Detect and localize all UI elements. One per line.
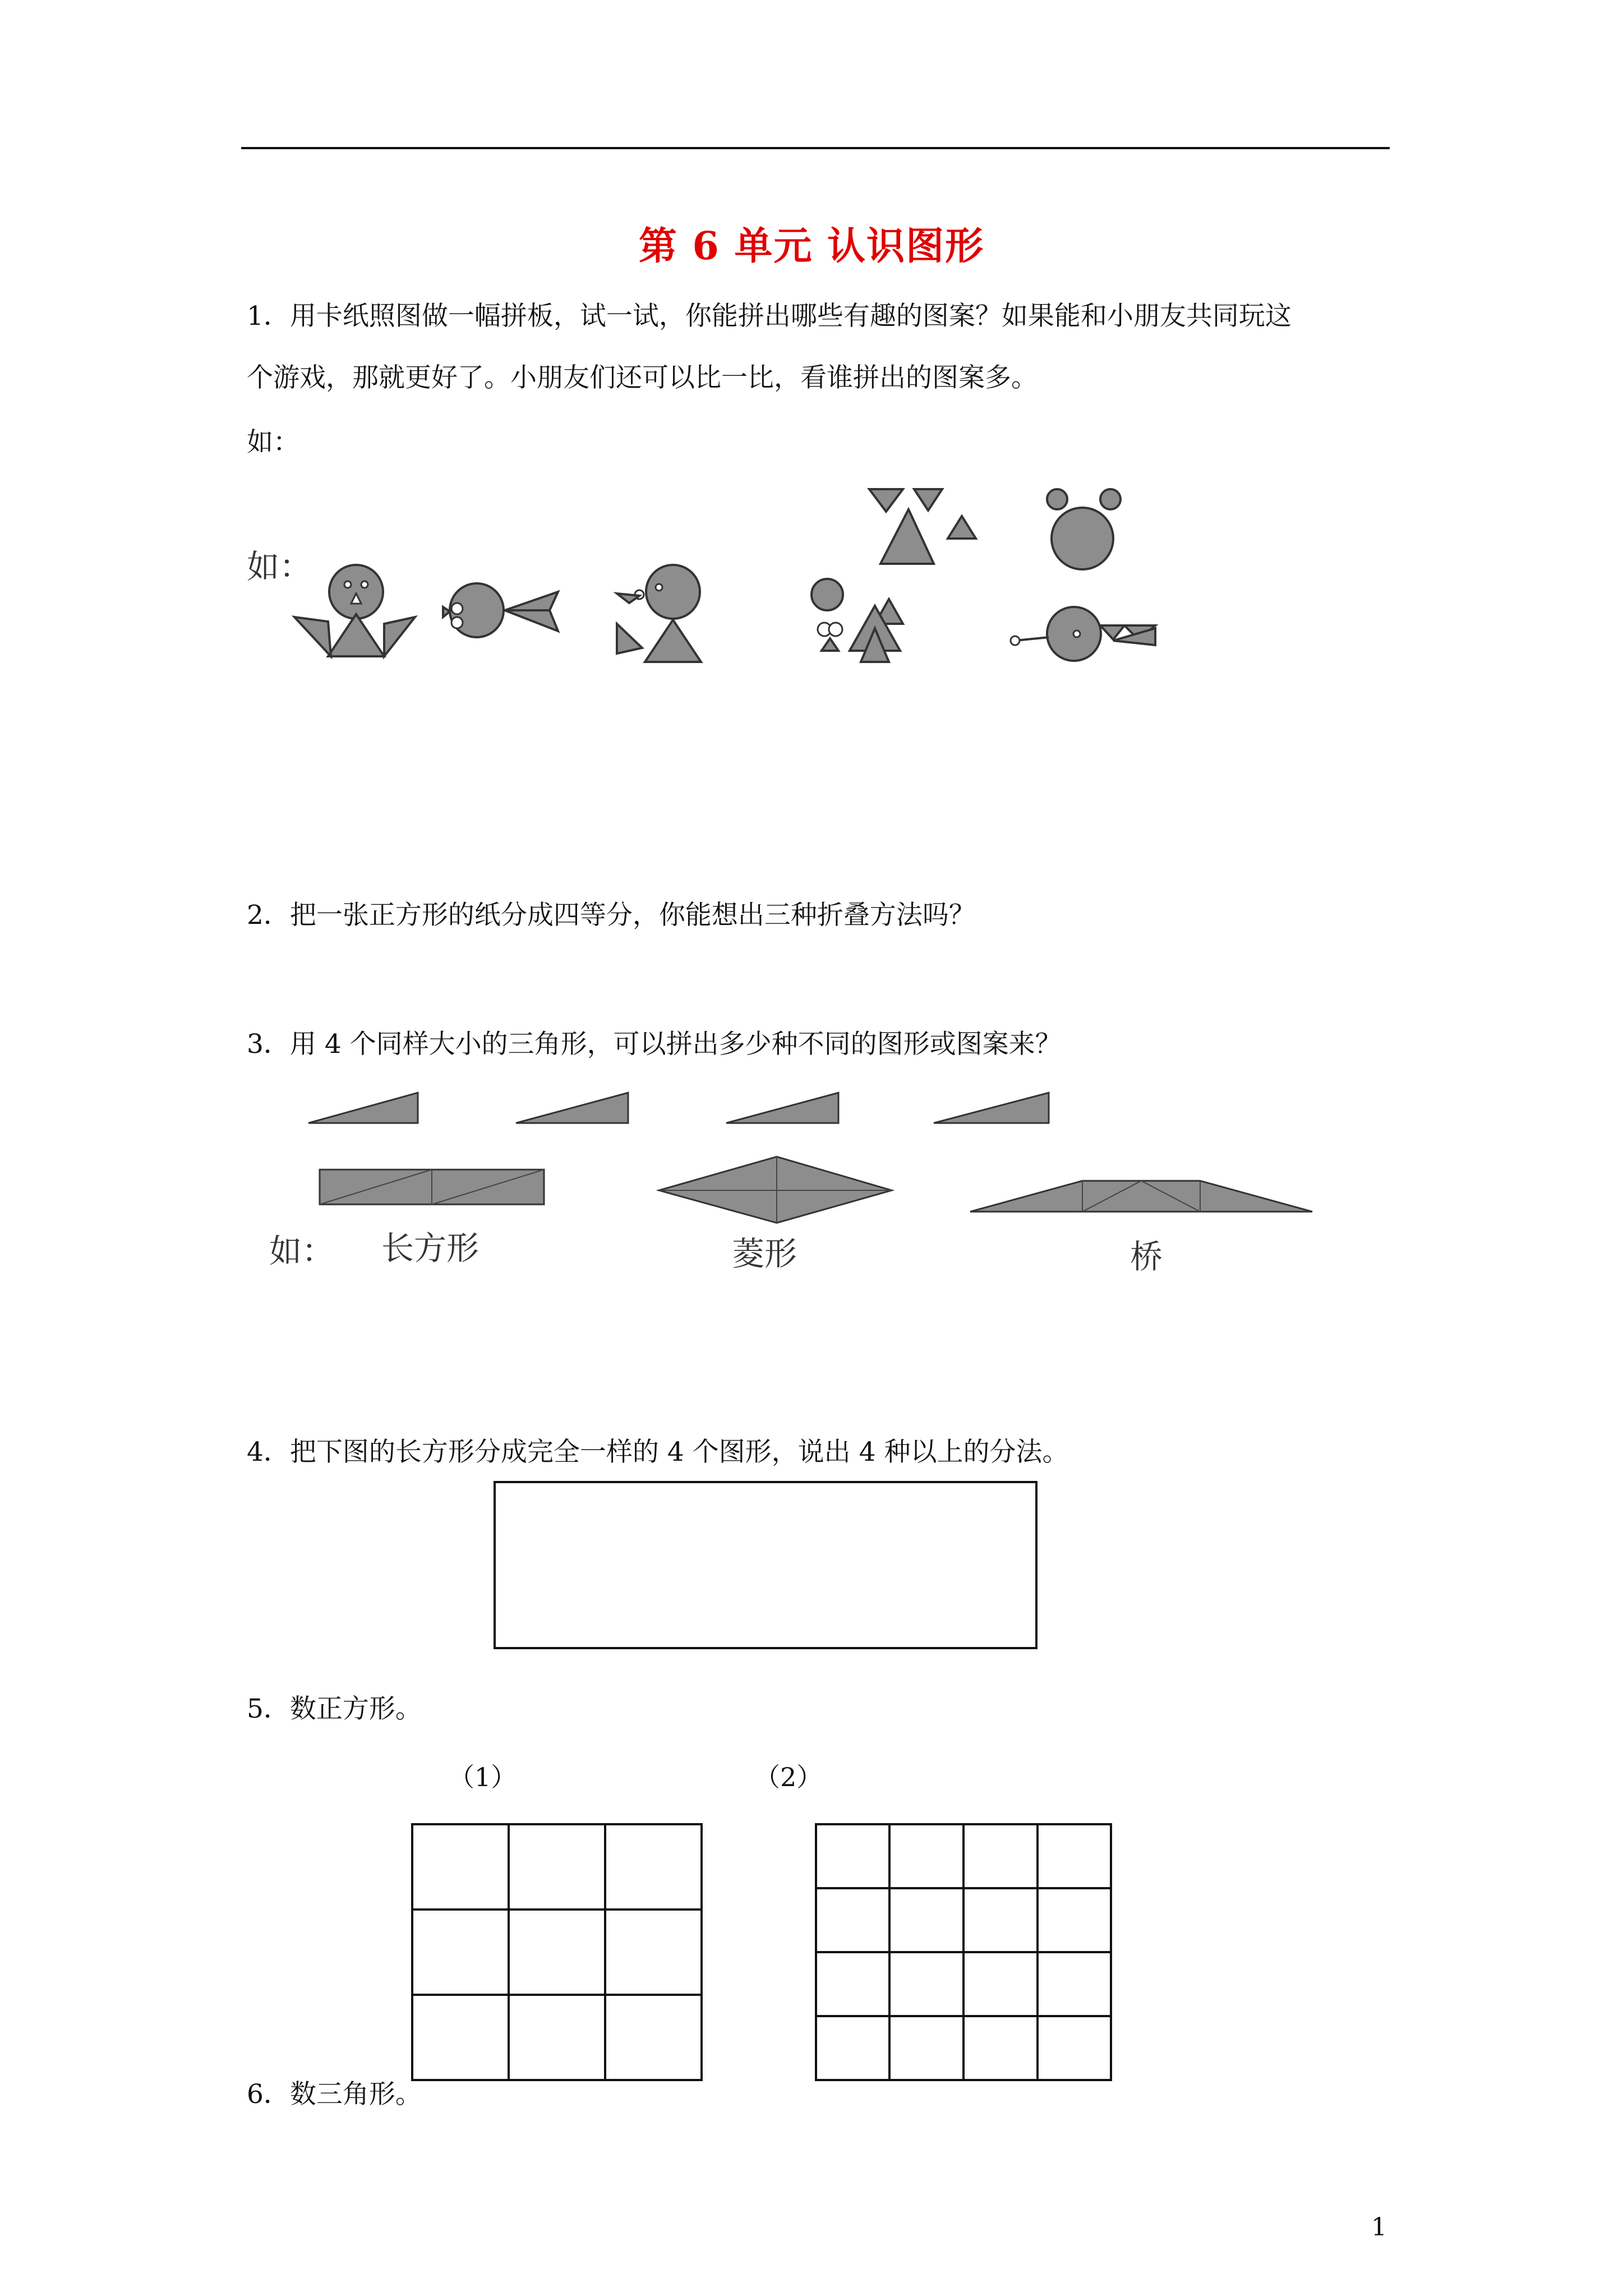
question-3-figure: [247, 1083, 1346, 1285]
question-1-line-2: 个游戏，那就更好了。小朋友们还可以比一比，看谁拼出的图案多。: [247, 362, 1038, 393]
question-5-sub-2-label: （2）: [754, 1762, 823, 1792]
bridge-arrangement: [970, 1181, 1312, 1212]
puzzle-figure-rocket: [1011, 607, 1155, 661]
rectangle-arrangement: [320, 1170, 544, 1204]
triangle-piece: [516, 1093, 628, 1123]
puzzle-figure-fish: [443, 583, 558, 637]
question-1-line-1: 1．用卡纸照图做一幅拼板，试一试，你能拼出哪些有趣的图案？如果能和小朋友共同玩这: [247, 301, 1292, 332]
question-6-text: 6．数三角形。: [247, 2079, 422, 2110]
question-3-text: 3．用 4 个同样大小的三角形，可以拼出多少种不同的图形或图案来？: [247, 1029, 1062, 1060]
question-1-figure: [247, 477, 1200, 701]
question-1-example: 如：: [247, 427, 299, 458]
header-rule: [241, 147, 1390, 149]
page-title: 第 6 单元 认识图形: [638, 224, 985, 269]
question-5-sub-1-label: （1）: [449, 1762, 517, 1792]
question-5-text: 5．数正方形。: [247, 1694, 422, 1724]
grid-3x3: [411, 1823, 703, 2081]
triangle-piece: [308, 1093, 418, 1123]
grid-4x4: [815, 1823, 1112, 2081]
question-2-text: 2．把一张正方形的纸分成四等分，你能想出三种折叠方法吗？: [247, 900, 975, 931]
label-rhombus: 菱形: [732, 1235, 797, 1273]
label-rectangle: 长方形: [381, 1229, 479, 1267]
label-bridge: 桥: [1130, 1237, 1163, 1276]
puzzle-figure-dancer: [811, 579, 903, 662]
puzzle-figure-bear-face: [869, 489, 1121, 569]
question-3-example-label: 如：: [269, 1232, 335, 1270]
rhombus-arrangement: [659, 1157, 892, 1223]
rectangle-to-divide: [494, 1481, 1038, 1649]
triangle-piece: [726, 1093, 838, 1123]
triangle-piece: [934, 1093, 1049, 1123]
puzzle-figure-bird: [617, 565, 701, 662]
puzzle-figure-person: [294, 565, 415, 656]
question-4-text: 4．把下图的长方形分成完全一样的 4 个图形，说出 4 种以上的分法。: [247, 1437, 1069, 1467]
page-number: 1: [1371, 2213, 1387, 2242]
question-1-figure-label: 如：: [247, 547, 312, 586]
